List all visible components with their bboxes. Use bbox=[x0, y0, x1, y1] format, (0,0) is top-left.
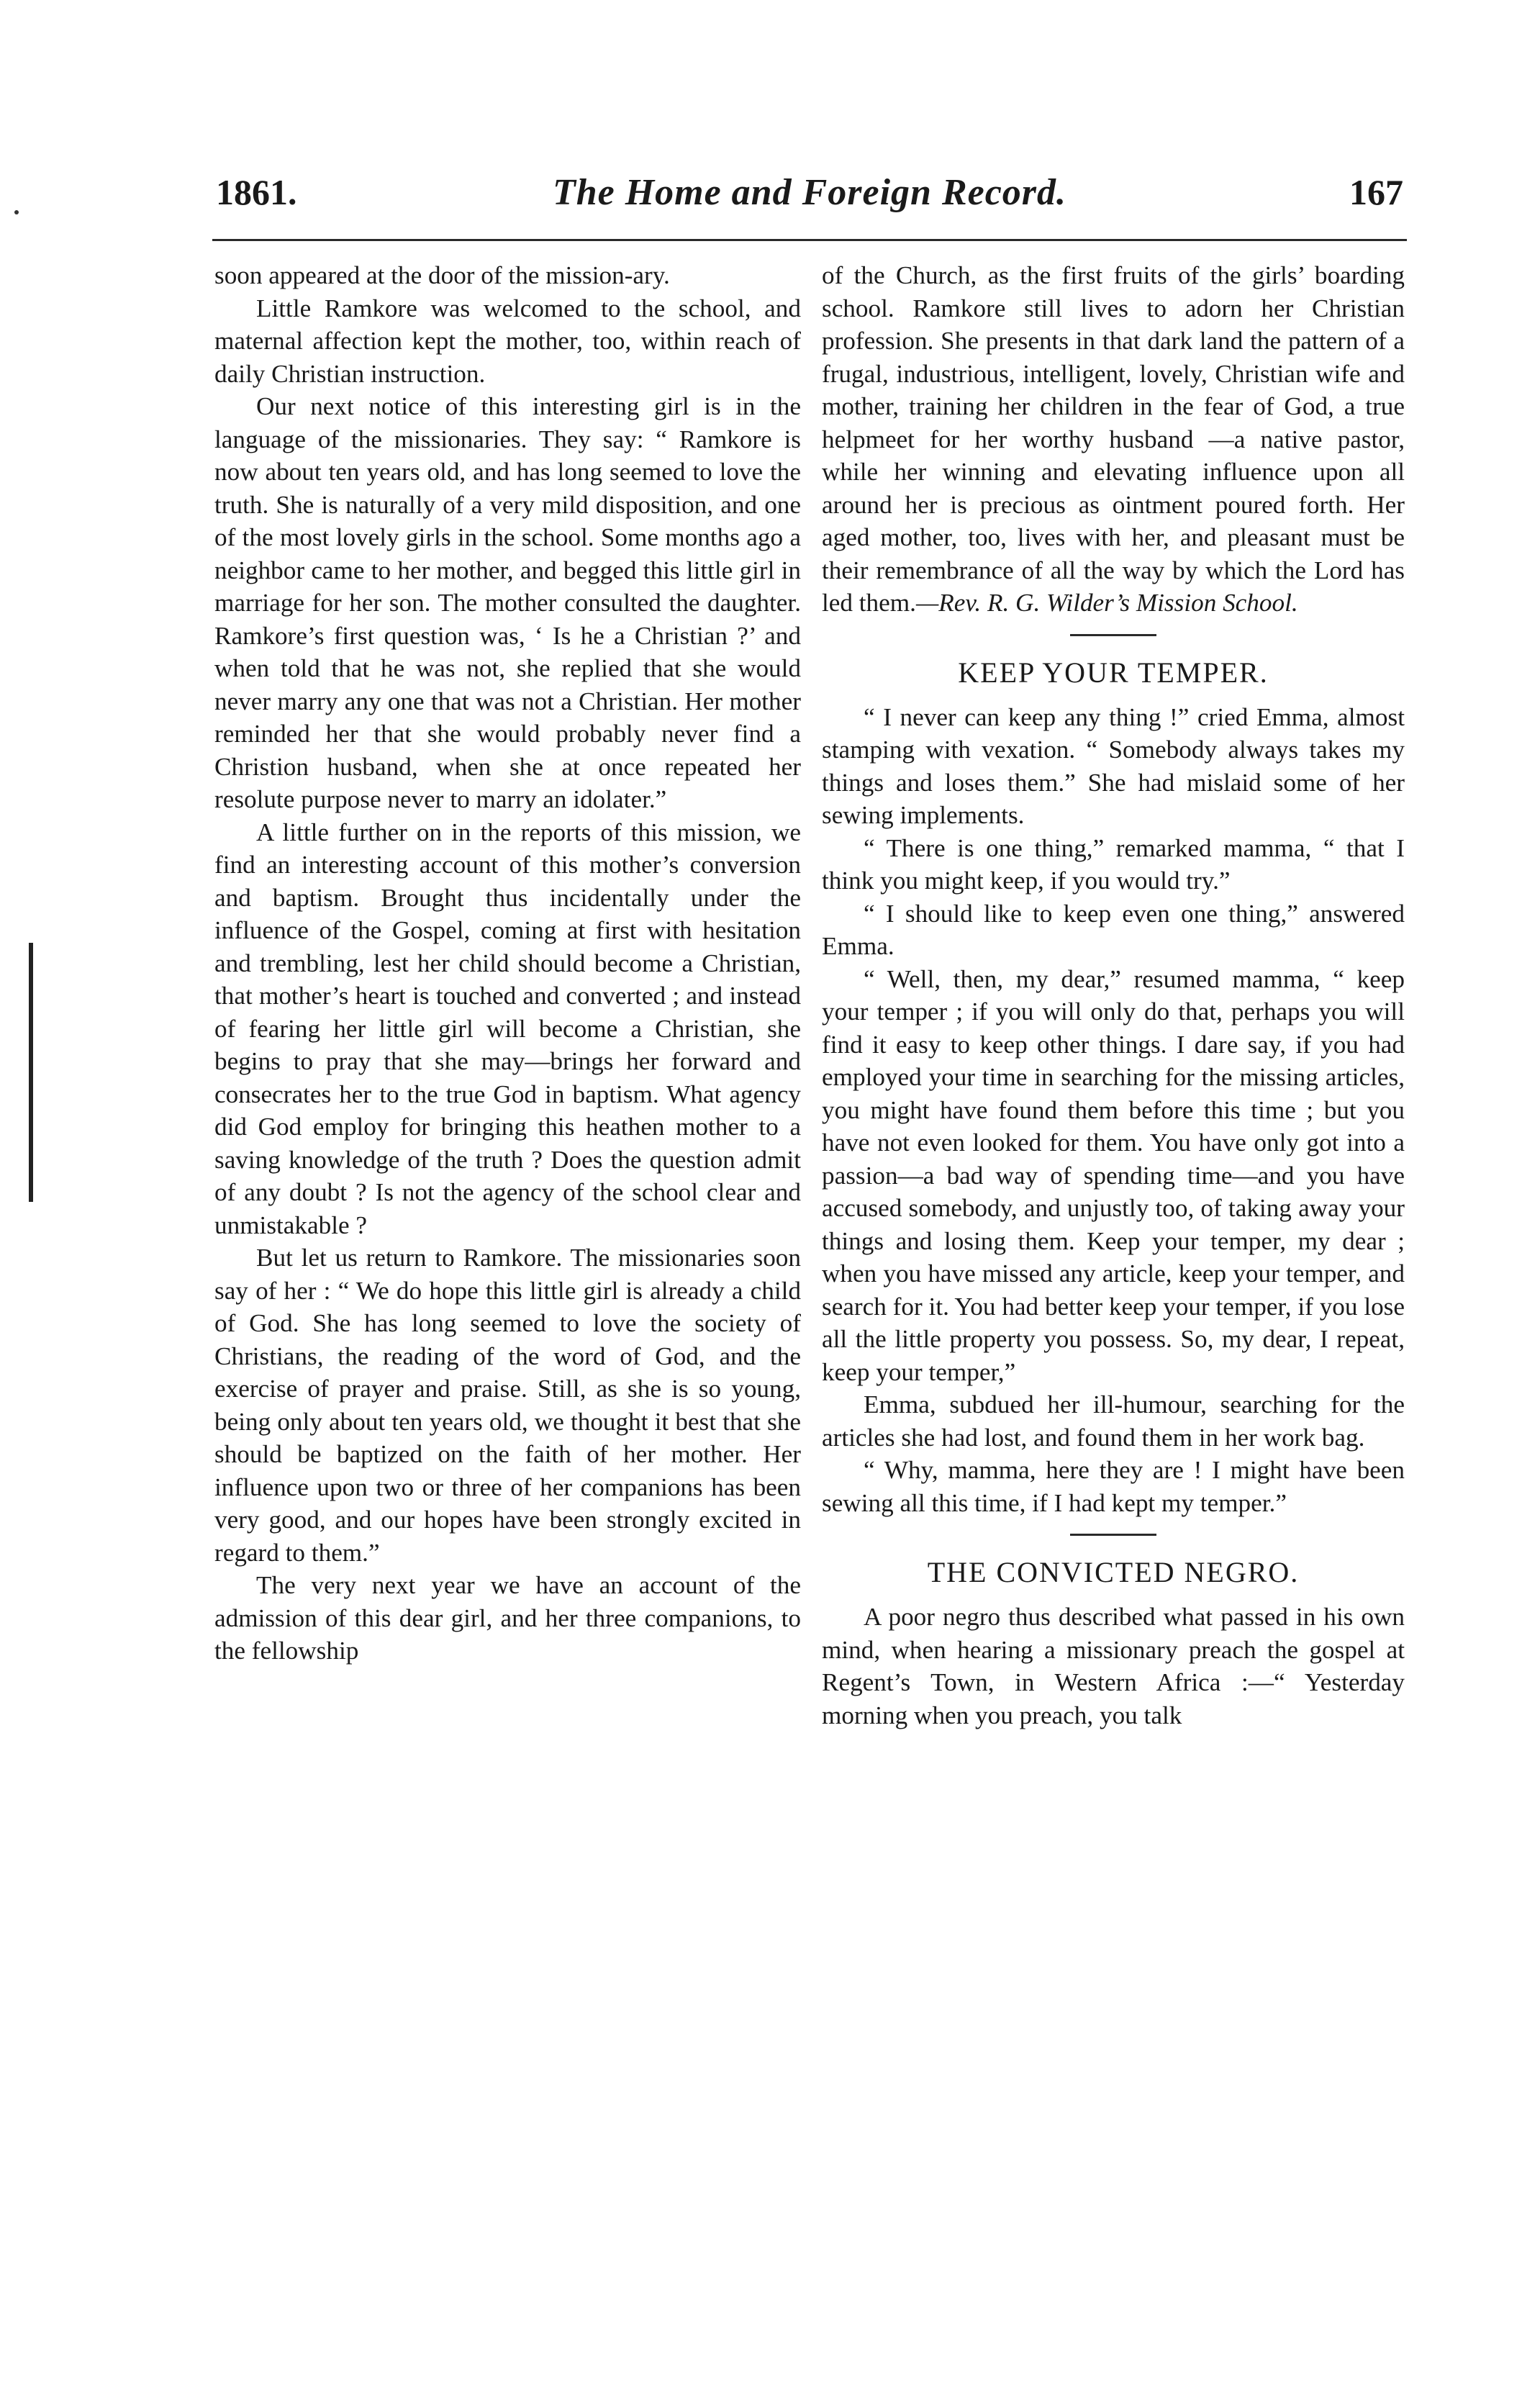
paragraph: Little Ramkore was welcomed to the school, and maternal affection kept the mother, too, within reach of daily Christian instruction. bbox=[214, 294, 801, 388]
paragraph: The very next year we have an account of the admission of this dear girl, and her three companions, to the fellowship bbox=[214, 1571, 801, 1665]
header-page-number: 167 bbox=[1349, 172, 1403, 212]
header-rule bbox=[212, 239, 1407, 241]
paragraph bbox=[822, 259, 1405, 620]
section-divider bbox=[1070, 634, 1156, 636]
paragraph: A little further on in the reports of this mission, we find an interesting account of this mother’s conversion and baptism. Brought thus incidentally under the influence of the Gospel, coming at first with hesitation and trembling, lest her child should become a Christian, that mother’s heart is touched and converted ; and instead of fearing her little girl will become a Christian, she begins to pray that she may—brings her forward and consecrates her to the true God in baptism. What agency did God employ for bringing this heathen mother to a saving knowledge of the truth ? Does the question admit of any doubt ? Is not the agency of the school clear and unmistakable ? bbox=[214, 818, 801, 1239]
right-column bbox=[822, 259, 1405, 1732]
paragraph: soon appeared at the door of the mission-ary. bbox=[214, 261, 670, 289]
section-heading-keep-your-temper: KEEP YOUR TEMPER. bbox=[958, 656, 1269, 689]
paragraph: But let us return to Ramkore. The missionaries soon say of her : “ We do hope this little girl is already a child of God. She has long seemed to love the society of Christians, the reading of the word of God, and the exercise of prayer and praise. Still, as she is so young, being only about ten years old, we thought it best that she should be baptized on the faith of her mother. Her influence upon two or three of her companions has been very good, and our hopes have been strongly excited in regard to them.” bbox=[214, 1244, 801, 1567]
continuation-text: of the Church, as the first fruits of the girls’ boarding school. Ramkore still lives to adorn her Christian profession. She presents in that dark land the pattern of a frugal, industrious, intelligent, lovely, Christian wife and mother, training her children in the fear of God, a true helpmeet for her worthy husband —a native pastor, while her winning and elevating influence upon all around her is precious as ointment poured forth. Her aged mother, too, lives with her, and pleasant must be their remembrance of all the way by which the Lord has led them. bbox=[822, 261, 1405, 617]
paragraph: “ Well, then, my dear,” resumed mamma, “ keep your temper ; if you will only do that, perhaps you will find it easy to keep other things. I dare say, if you had employed your time in searching for the missing articles, you might have found them before this time ; but you have not even looked for them. You have only got into a passion—a bad way of spending time—and you have accused somebody, and unjustly too, of taking away your things and losing them. Keep your temper, my dear ; when you have missed any article, keep your temper, and search for it. You had better keep your temper, if you lose all the little property you possess. So, my dear, I repeat, keep your temper,” bbox=[822, 964, 1405, 1386]
left-column bbox=[214, 259, 801, 1668]
paragraph: Emma, subdued her ill-humour, searching for the articles she had lost, and found them in her work bag. bbox=[822, 1390, 1405, 1452]
margin-mark bbox=[29, 943, 33, 1202]
paragraph: “ I never can keep any thing !” cried Emma, almost stamping with vexation. “ Somebody always takes my things and loses them.” She had mislaid some of her sewing implements. bbox=[822, 702, 1405, 829]
paragraph: Our next notice of this interesting girl is in the language of the missionaries. They say: “ Ramkore is now about ten years old, and has long seemed to love the truth. She is naturally of a very mild disposition, and one of the most lovely girls in the school. Some months ago a neighbor came to her mother, and begged this little girl in marriage for her son. The mother consulted the daughter. Ramkore’s first question was, ‘ Is he a Christian ?’ and when told that he was not, she replied that she would never marry any one that was not a Christian. Her mother reminded her that she would probably never find a Christion husband, when she at once repeated her resolute purpose never to marry an idolater.” bbox=[214, 392, 801, 813]
header-title: The Home and Foreign Record. bbox=[552, 172, 1067, 213]
paragraph: “ There is one thing,” remarked mamma, “ that I think you might keep, if you would try.” bbox=[822, 833, 1405, 895]
section-divider bbox=[1070, 1534, 1156, 1536]
page-header bbox=[216, 171, 1403, 229]
header-year: 1861. bbox=[216, 172, 297, 212]
paragraph: “ Why, mamma, here they are ! I might have been sewing all this time, if I had kept my temper.” bbox=[822, 1456, 1405, 1517]
paragraph: “ I should like to keep even one thing,” answered Emma. bbox=[822, 899, 1405, 960]
section-heading-convicted-negro: THE CONVICTED NEGRO. bbox=[927, 1556, 1300, 1588]
margin-dot bbox=[14, 210, 19, 214]
signature: —Rev. R. G. Wilder’s Mission School. bbox=[915, 589, 1298, 617]
paragraph: A poor negro thus described what passed in his own mind, when hearing a missionary preach the gospel at Regent’s Town, in Western Africa :—“ Yesterday morning when you preach, you talk bbox=[822, 1603, 1405, 1729]
